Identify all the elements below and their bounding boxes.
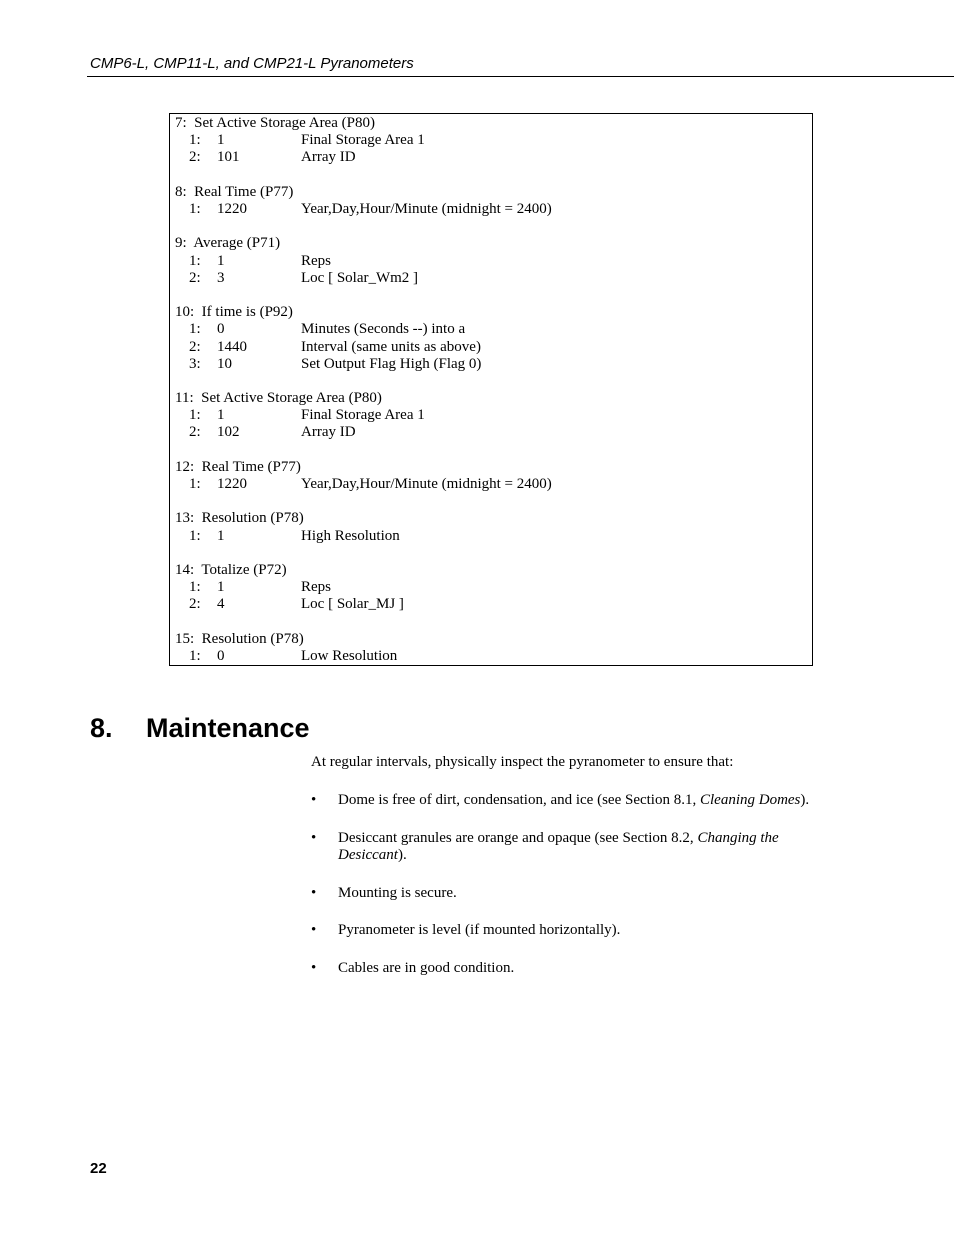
instruction-block bbox=[175, 510, 808, 544]
parameter-description: Loc [ Solar_MJ ] bbox=[301, 596, 404, 613]
parameter-description: Reps bbox=[301, 579, 331, 596]
instruction-heading: 10: If time is (P92) bbox=[175, 304, 293, 321]
instruction-heading: 11: Set Active Storage Area (P80) bbox=[175, 390, 382, 407]
bullet-icon: • bbox=[311, 884, 317, 901]
parameter-value: 1 bbox=[217, 579, 225, 596]
bullet-icon: • bbox=[311, 792, 317, 808]
parameter-description: Set Output Flag High (Flag 0) bbox=[301, 355, 482, 372]
parameter-number: 1: bbox=[189, 647, 201, 664]
list-item bbox=[311, 792, 811, 810]
parameter-description: Interval (same units as above) bbox=[301, 338, 481, 355]
section-reference: Cleaning Domes bbox=[699, 792, 801, 808]
parameter-number: 2: bbox=[189, 149, 201, 166]
parameter-number: 1: bbox=[189, 132, 201, 149]
instruction-block bbox=[175, 304, 808, 373]
parameter-line bbox=[175, 201, 808, 218]
parameter-description: Final Storage Area 1 bbox=[301, 407, 425, 424]
parameter-number: 1: bbox=[189, 407, 201, 424]
parameter-line bbox=[175, 132, 808, 149]
parameter-number: 1: bbox=[189, 476, 201, 493]
instruction-block bbox=[175, 390, 808, 442]
instruction-block bbox=[175, 459, 808, 493]
section-number: 8. bbox=[90, 713, 113, 743]
parameter-line bbox=[175, 253, 808, 270]
parameter-line bbox=[175, 648, 808, 665]
section-reference: Changing the Desiccant bbox=[338, 829, 779, 863]
header-rule bbox=[87, 76, 954, 77]
parameter-value: 1 bbox=[217, 132, 225, 149]
parameter-number: 1: bbox=[189, 527, 201, 544]
list-item bbox=[311, 960, 811, 978]
list-item-text: Mounting is secure. bbox=[338, 884, 457, 901]
parameter-description: Minutes (Seconds --) into a bbox=[301, 321, 466, 338]
instruction-block bbox=[175, 184, 808, 218]
instruction-heading: 13: Resolution (P78) bbox=[175, 510, 304, 527]
parameter-value: 1 bbox=[217, 252, 225, 269]
list-item-text: Dome is free of dirt, condensation, and ice (see Section 8.1, bbox=[338, 792, 700, 808]
parameter-line bbox=[175, 339, 808, 356]
parameter-number: 3: bbox=[189, 355, 201, 372]
parameter-value: 1220 bbox=[217, 476, 247, 493]
list-item-text: Cables are in good condition. bbox=[338, 959, 515, 976]
list-item bbox=[311, 922, 811, 940]
instruction-heading: 9: Average (P71) bbox=[175, 235, 281, 252]
page-number: 22 bbox=[90, 1160, 107, 1177]
instruction-heading: 12: Real Time (P77) bbox=[175, 458, 301, 475]
parameter-line bbox=[175, 476, 808, 493]
parameter-number: 1: bbox=[189, 200, 201, 217]
parameter-value: 4 bbox=[217, 596, 225, 613]
section-title: Maintenance bbox=[146, 713, 310, 743]
list-item-trailing-text: ). bbox=[397, 847, 407, 863]
parameter-number: 2: bbox=[189, 596, 201, 613]
program-listing-box bbox=[169, 113, 813, 666]
parameter-description: Reps bbox=[301, 252, 331, 269]
parameter-value: 0 bbox=[217, 647, 225, 664]
parameter-line bbox=[175, 407, 808, 424]
bullet-icon: • bbox=[311, 922, 317, 938]
parameter-line bbox=[175, 321, 808, 338]
parameter-number: 2: bbox=[189, 338, 201, 355]
parameter-value: 10 bbox=[217, 355, 232, 372]
instruction-block bbox=[175, 562, 808, 614]
instruction-block bbox=[175, 115, 808, 167]
parameter-line bbox=[175, 528, 808, 545]
parameter-number: 2: bbox=[189, 269, 201, 286]
parameter-line bbox=[175, 596, 808, 613]
list-item-trailing-text: ). bbox=[800, 792, 810, 808]
parameter-value: 102 bbox=[217, 424, 240, 441]
bullet-icon: • bbox=[311, 829, 317, 846]
parameter-description: High Resolution bbox=[301, 527, 400, 544]
parameter-value: 1 bbox=[217, 527, 225, 544]
parameter-value: 101 bbox=[217, 149, 240, 166]
parameter-line bbox=[175, 356, 808, 373]
parameter-number: 1: bbox=[189, 579, 201, 596]
running-header: CMP6-L, CMP11-L, and CMP21-L Pyranometers bbox=[90, 55, 414, 72]
parameter-description: Year,Day,Hour/Minute (midnight = 2400) bbox=[301, 200, 552, 217]
parameter-description: Final Storage Area 1 bbox=[301, 132, 425, 149]
intro-paragraph: At regular intervals, physically inspect the pyranometer to ensure that: bbox=[311, 754, 734, 770]
section-heading bbox=[90, 710, 310, 746]
parameter-line bbox=[175, 424, 808, 441]
parameter-description: Array ID bbox=[301, 149, 356, 166]
parameter-number: 1: bbox=[189, 252, 201, 269]
instruction-heading: 15: Resolution (P78) bbox=[175, 630, 304, 647]
list-item-text: Pyranometer is level (if mounted horizontally). bbox=[338, 922, 621, 938]
inspection-list bbox=[311, 792, 811, 997]
parameter-description: Year,Day,Hour/Minute (midnight = 2400) bbox=[301, 476, 552, 493]
parameter-number: 1: bbox=[189, 321, 201, 338]
program-listing bbox=[175, 115, 808, 665]
list-item-text: Desiccant granules are orange and opaque (see Section 8.2, bbox=[338, 829, 698, 846]
parameter-value: 1 bbox=[217, 407, 225, 424]
instruction-block bbox=[175, 631, 808, 665]
bullet-icon: • bbox=[311, 959, 317, 976]
list-item bbox=[311, 885, 811, 903]
parameter-description: Loc [ Solar_Wm2 ] bbox=[301, 269, 419, 286]
instruction-block bbox=[175, 235, 808, 287]
instruction-heading: 8: Real Time (P77) bbox=[175, 183, 294, 200]
parameter-number: 2: bbox=[189, 424, 201, 441]
parameter-value: 3 bbox=[217, 269, 225, 286]
parameter-line bbox=[175, 579, 808, 596]
parameter-value: 1220 bbox=[217, 200, 247, 217]
parameter-description: Array ID bbox=[301, 424, 356, 441]
parameter-value: 0 bbox=[217, 321, 225, 338]
instruction-heading: 7: Set Active Storage Area (P80) bbox=[175, 115, 375, 131]
parameter-value: 1440 bbox=[217, 338, 247, 355]
instruction-heading: 14: Totalize (P72) bbox=[175, 561, 287, 578]
parameter-line bbox=[175, 149, 808, 166]
parameter-description: Low Resolution bbox=[301, 647, 398, 664]
list-item bbox=[311, 830, 811, 865]
parameter-line bbox=[175, 270, 808, 287]
